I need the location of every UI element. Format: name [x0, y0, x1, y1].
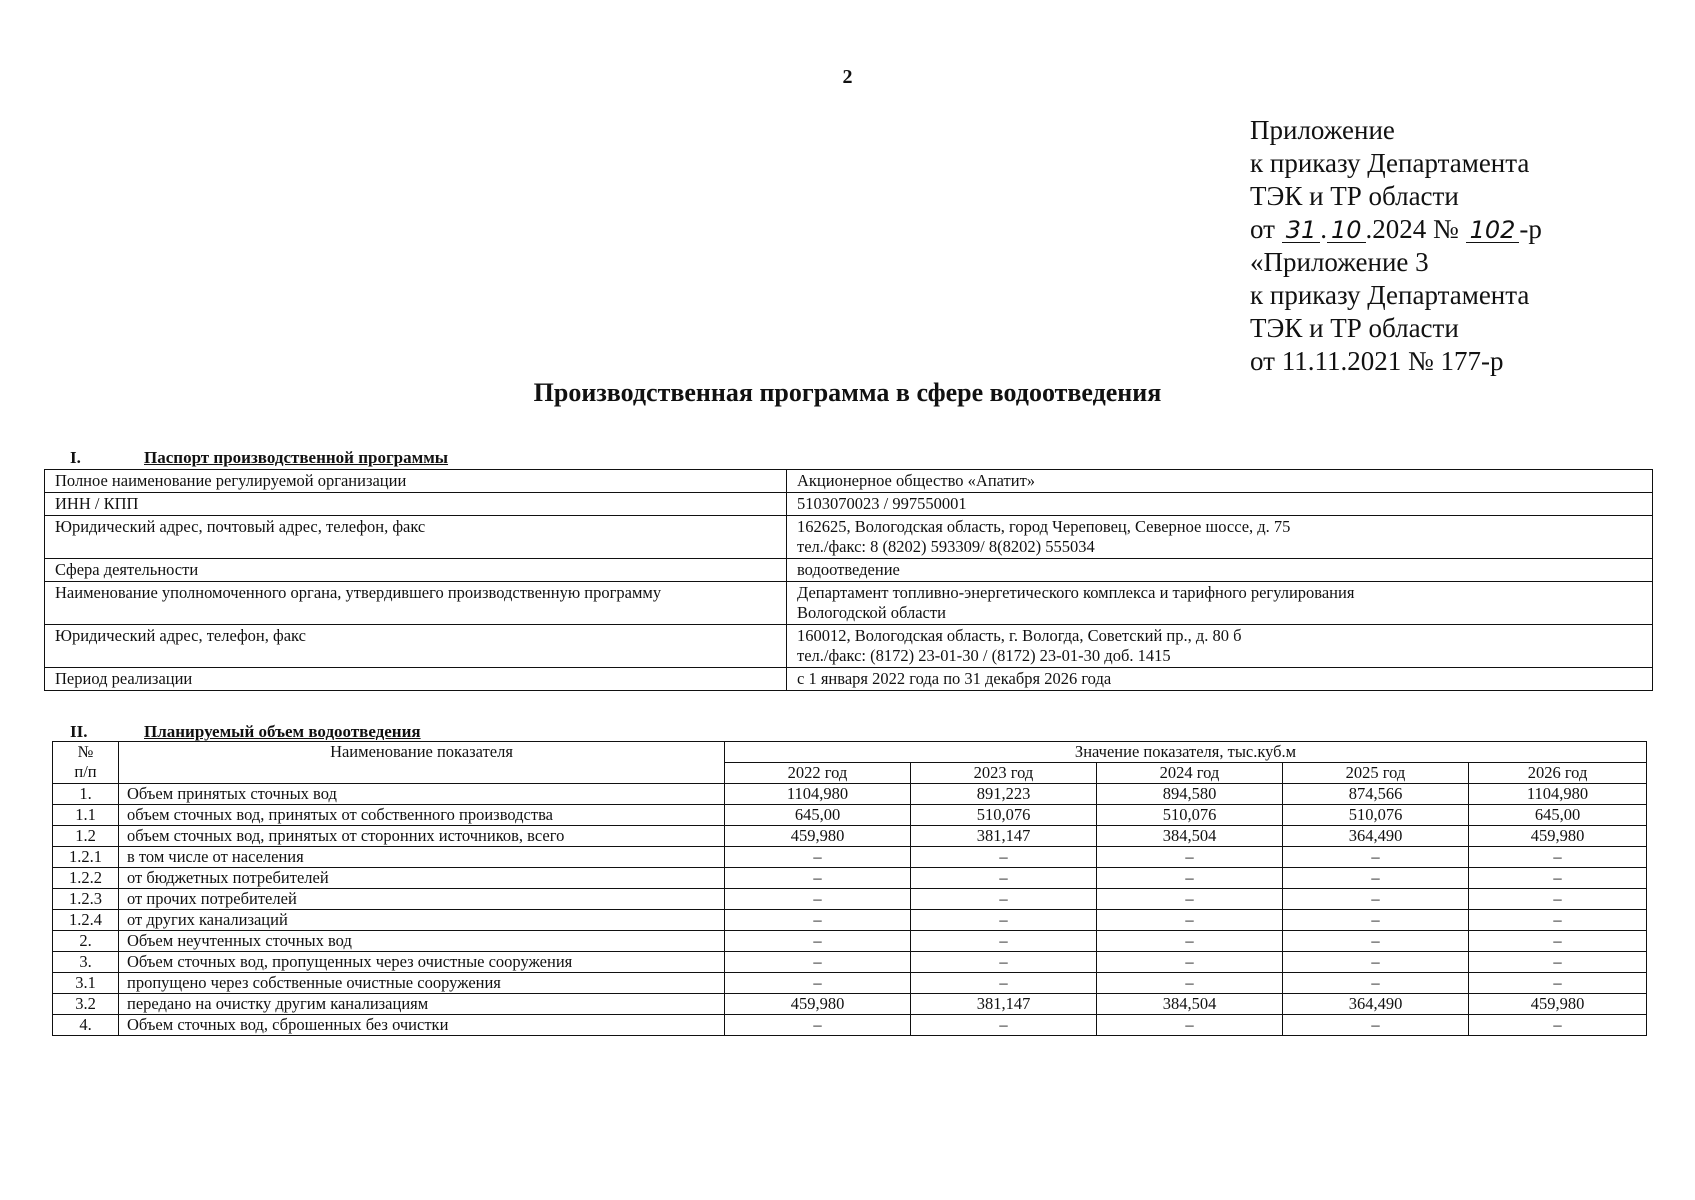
volume-row	[53, 910, 1647, 931]
row-value: 510,076	[1283, 805, 1469, 826]
appendix-block	[1250, 114, 1542, 378]
section-2-number: II.	[70, 722, 88, 741]
passport-value-line: 160012, Вологодская область, г. Вологда, Советский пр., д. 80 б	[797, 626, 1242, 645]
row-value: 384,504	[1097, 826, 1283, 847]
passport-label: Юридический адрес, телефон, факс	[45, 625, 787, 668]
row-value: –	[1469, 973, 1647, 994]
row-value: –	[1283, 1015, 1469, 1036]
handwritten-order-number: 102	[1466, 218, 1520, 243]
row-value: –	[1283, 868, 1469, 889]
appendix-line-4: от 31 . 10 .2024 № 102 -р	[1250, 214, 1542, 244]
appendix-suffix: -р	[1519, 214, 1542, 244]
appendix-year: .2024 №	[1365, 214, 1466, 244]
appendix-date-prefix: от	[1250, 214, 1282, 244]
row-number: 1.2.4	[53, 910, 119, 931]
passport-row	[45, 493, 1653, 516]
row-value: –	[725, 868, 911, 889]
row-value: 364,490	[1283, 994, 1469, 1015]
row-value: –	[1283, 931, 1469, 952]
row-number: 2.	[53, 931, 119, 952]
row-value: –	[1283, 889, 1469, 910]
passport-value	[787, 559, 1653, 582]
volume-table	[52, 741, 1647, 1036]
passport-value-line: тел./факс: (8172) 23-01-30 / (8172) 23-01-30 доб. 1415	[797, 646, 1171, 665]
header-num: № п/п	[53, 742, 119, 784]
row-value: 510,076	[911, 805, 1097, 826]
passport-label: Наименование уполномоченного органа, утвердившего производственную программу	[45, 582, 787, 625]
row-number: 1.2	[53, 826, 119, 847]
row-name: от других канализаций	[119, 910, 725, 931]
row-value: 459,980	[725, 994, 911, 1015]
appendix-line-2: к приказу Департамента	[1250, 148, 1530, 178]
row-value: –	[1469, 910, 1647, 931]
row-value: 1104,980	[1469, 784, 1647, 805]
passport-value	[787, 470, 1653, 493]
row-value: –	[725, 847, 911, 868]
row-number: 1.1	[53, 805, 119, 826]
row-name: Объем сточных вод, пропущенных через очистные сооружения	[119, 952, 725, 973]
header-year: 2023 год	[911, 763, 1097, 784]
row-value: 381,147	[911, 994, 1097, 1015]
row-name: передано на очистку другим канализациям	[119, 994, 725, 1015]
passport-value	[787, 668, 1653, 691]
section-2-title: Планируемый объем водоотведения	[144, 722, 421, 741]
row-value: 645,00	[725, 805, 911, 826]
header-value-group: Значение показателя, тыс.куб.м	[725, 742, 1647, 763]
passport-label: Период реализации	[45, 668, 787, 691]
row-value: –	[1097, 868, 1283, 889]
row-value: –	[1097, 910, 1283, 931]
row-value: –	[911, 868, 1097, 889]
row-name: от бюджетных потребителей	[119, 868, 725, 889]
passport-row	[45, 470, 1653, 493]
handwritten-month: 10	[1327, 218, 1366, 243]
row-value: –	[1283, 910, 1469, 931]
row-number: 3.	[53, 952, 119, 973]
row-value: –	[1097, 1015, 1283, 1036]
passport-row	[45, 582, 1653, 625]
row-name: от прочих потребителей	[119, 889, 725, 910]
section-1-title: Паспорт производственной программы	[144, 448, 449, 467]
row-value: –	[1097, 973, 1283, 994]
row-number: 1.2.3	[53, 889, 119, 910]
passport-value-line: с 1 января 2022 года по 31 декабря 2026 года	[797, 669, 1112, 688]
volume-row	[53, 868, 1647, 889]
appendix-line-8: от 11.11.2021 № 177-р	[1250, 346, 1504, 376]
volume-row	[53, 847, 1647, 868]
appendix-line-6: к приказу Департамента	[1250, 280, 1530, 310]
volume-row	[53, 826, 1647, 847]
row-value: –	[1469, 889, 1647, 910]
passport-value-line: 5103070023 / 997550001	[797, 494, 967, 513]
passport-row	[45, 625, 1653, 668]
passport-row	[45, 559, 1653, 582]
row-number: 3.1	[53, 973, 119, 994]
row-value: 645,00	[1469, 805, 1647, 826]
passport-table	[44, 469, 1653, 691]
passport-value	[787, 516, 1653, 559]
section-1-number: I.	[70, 448, 81, 467]
volume-row	[53, 784, 1647, 805]
appendix-line-1: Приложение	[1250, 115, 1395, 145]
passport-row	[45, 516, 1653, 559]
volume-row	[53, 889, 1647, 910]
row-name: пропущено через собственные очистные сооружения	[119, 973, 725, 994]
passport-value	[787, 582, 1653, 625]
row-name: в том числе от населения	[119, 847, 725, 868]
row-value: –	[1469, 847, 1647, 868]
row-value: 891,223	[911, 784, 1097, 805]
row-value: –	[725, 952, 911, 973]
volume-row	[53, 805, 1647, 826]
passport-row	[45, 668, 1653, 691]
passport-label: Полное наименование регулируемой организации	[45, 470, 787, 493]
row-value: –	[911, 931, 1097, 952]
row-name: объем сточных вод, принятых от сторонних источников, всего	[119, 826, 725, 847]
row-name: Объем сточных вод, сброшенных без очистки	[119, 1015, 725, 1036]
row-value: 874,566	[1283, 784, 1469, 805]
row-value: –	[725, 910, 911, 931]
row-value: 364,490	[1283, 826, 1469, 847]
row-value: 1104,980	[725, 784, 911, 805]
row-value: –	[1469, 1015, 1647, 1036]
row-value: –	[911, 889, 1097, 910]
row-value: 510,076	[1097, 805, 1283, 826]
header-year: 2022 год	[725, 763, 911, 784]
header-year: 2024 год	[1097, 763, 1283, 784]
row-value: –	[1469, 868, 1647, 889]
row-value: –	[725, 1015, 911, 1036]
document-title: Производственная программа в сфере водоотведения	[533, 378, 1162, 407]
appendix-line-5: «Приложение 3	[1250, 247, 1429, 277]
passport-value-line: Акционерное общество «Апатит»	[797, 471, 1036, 490]
row-value: 459,980	[725, 826, 911, 847]
row-name: Объем неучтенных сточных вод	[119, 931, 725, 952]
section-2-heading	[70, 722, 421, 742]
row-number: 1.2.1	[53, 847, 119, 868]
row-value: –	[1283, 952, 1469, 973]
row-value: –	[1283, 847, 1469, 868]
row-value: 459,980	[1469, 826, 1647, 847]
volume-row	[53, 994, 1647, 1015]
passport-value	[787, 625, 1653, 668]
row-value: –	[1097, 889, 1283, 910]
row-number: 3.2	[53, 994, 119, 1015]
passport-value-line: Департамент топливно-энергетического комплекса и тарифного регулирования	[797, 583, 1355, 602]
row-value: –	[911, 910, 1097, 931]
row-number: 1.2.2	[53, 868, 119, 889]
header-year: 2026 год	[1469, 763, 1647, 784]
section-1-heading	[70, 448, 448, 468]
page-number: 2	[842, 66, 853, 88]
passport-value-line: тел./факс: 8 (8202) 593309/ 8(8202) 555034	[797, 537, 1095, 556]
row-value: –	[725, 889, 911, 910]
handwritten-day: 31	[1282, 218, 1321, 243]
appendix-line-7: ТЭК и ТР области	[1250, 313, 1459, 343]
row-value: –	[725, 973, 911, 994]
passport-value-line: Вологодской области	[797, 603, 946, 622]
row-value: –	[911, 952, 1097, 973]
row-value: 894,580	[1097, 784, 1283, 805]
row-value: –	[911, 847, 1097, 868]
volume-row	[53, 931, 1647, 952]
row-number: 4.	[53, 1015, 119, 1036]
volume-row	[53, 1015, 1647, 1036]
passport-label: Юридический адрес, почтовый адрес, телефон, факс	[45, 516, 787, 559]
row-value: 384,504	[1097, 994, 1283, 1015]
header-name: Наименование показателя	[119, 742, 725, 784]
row-value: –	[911, 973, 1097, 994]
header-year: 2025 год	[1283, 763, 1469, 784]
volume-row	[53, 952, 1647, 973]
passport-label: ИНН / КПП	[45, 493, 787, 516]
row-value: –	[1469, 931, 1647, 952]
row-name: Объем принятых сточных вод	[119, 784, 725, 805]
appendix-line-3: ТЭК и ТР области	[1250, 181, 1459, 211]
row-value: –	[1469, 952, 1647, 973]
row-value: 459,980	[1469, 994, 1647, 1015]
volume-row	[53, 973, 1647, 994]
row-value: –	[1283, 973, 1469, 994]
passport-value-line: 162625, Вологодская область, город Череповец, Северное шоссе, д. 75	[797, 517, 1291, 536]
passport-value-line: водоотведение	[797, 560, 900, 579]
row-value: –	[1097, 847, 1283, 868]
row-value: –	[1097, 952, 1283, 973]
row-value: –	[725, 931, 911, 952]
passport-value	[787, 493, 1653, 516]
row-value: –	[1097, 931, 1283, 952]
passport-label: Сфера деятельности	[45, 559, 787, 582]
row-value: 381,147	[911, 826, 1097, 847]
row-value: –	[911, 1015, 1097, 1036]
row-name: объем сточных вод, принятых от собственного производства	[119, 805, 725, 826]
row-number: 1.	[53, 784, 119, 805]
